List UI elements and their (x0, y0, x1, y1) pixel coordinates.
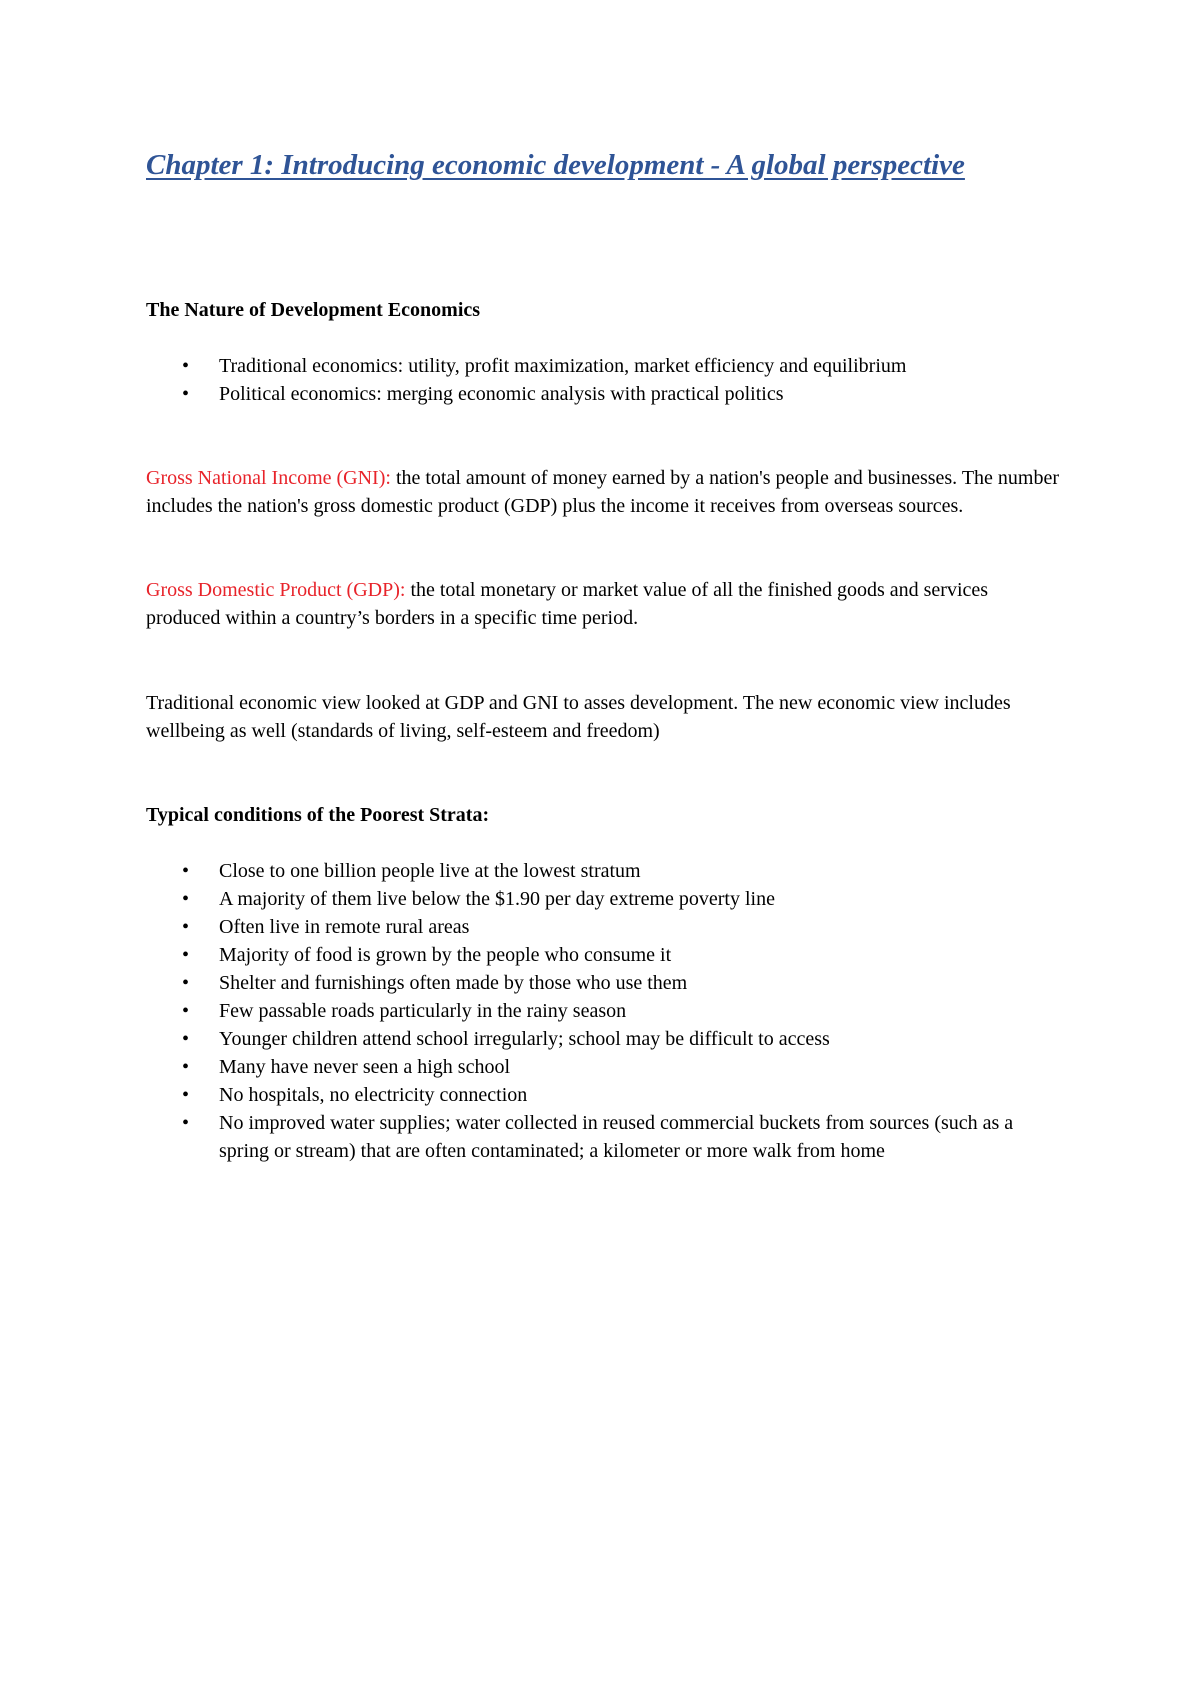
list-item-text: Few passable roads particularly in the rainy season (219, 1000, 627, 1022)
bullet-icon: • (182, 1028, 190, 1050)
gdp-definition (146, 576, 1066, 632)
bullet-icon: • (182, 1112, 190, 1134)
bullet-icon: • (182, 916, 190, 938)
bullet-icon: • (182, 355, 190, 377)
bullet-icon: • (182, 888, 190, 910)
gni-definition (146, 464, 1066, 520)
bullet-icon: • (182, 944, 190, 966)
list-item (182, 941, 1062, 969)
list-item (182, 857, 1062, 885)
list-item-text: Traditional economics: utility, profit maximization, market efficiency and equilibrium (219, 355, 907, 377)
list-item (182, 969, 1062, 997)
list-item (182, 1025, 1062, 1053)
gni-definition-text: the total amount of money earned by a nation's people and businesses. The number includes the nation's gross domestic product (GDP) plus the income it receives from overseas sources. (146, 467, 1060, 517)
chapter-title: Chapter 1: Introducing economic development - A global perspective (146, 149, 965, 181)
list-item (182, 1109, 1062, 1165)
bullet-icon: • (182, 383, 190, 405)
list-item-text: Shelter and furnishings often made by those who use them (219, 972, 688, 994)
bullet-icon: • (182, 1084, 190, 1106)
gni-term: Gross National Income (GNI): (146, 467, 391, 489)
list-item (182, 885, 1062, 913)
section-heading-poorest-strata: Typical conditions of the Poorest Strata: (146, 804, 490, 826)
list-item-text: Political economics: merging economic analysis with practical politics (219, 383, 784, 405)
poorest-strata-bullet-list (182, 857, 1062, 1165)
list-item-text: Many have never seen a high school (219, 1056, 511, 1078)
section-heading-nature: The Nature of Development Economics (146, 299, 481, 321)
list-item (182, 913, 1062, 941)
bullet-icon: • (182, 972, 190, 994)
list-item-text: No improved water supplies; water collected in reused commercial buckets from sources (such as a spring or stream) that are often contaminated; a kilometer or more walk from home (219, 1112, 1014, 1162)
list-item-text: Close to one billion people live at the lowest stratum (219, 860, 641, 882)
list-item-text: Often live in remote rural areas (219, 916, 470, 938)
development-view-paragraph: Traditional economic view looked at GDP and GNI to asses development. The new economic view includes wellbeing as well (standards of living, self-esteem and freedom) (146, 692, 1011, 742)
list-item-text: Majority of food is grown by the people who consume it (219, 944, 672, 966)
bullet-icon: • (182, 1000, 190, 1022)
list-item-text: Younger children attend school irregularly; school may be difficult to access (219, 1028, 830, 1050)
list-item-text: No hospitals, no electricity connection (219, 1084, 528, 1106)
list-item (182, 380, 1062, 408)
list-item (182, 1081, 1062, 1109)
bullet-icon: • (182, 1056, 190, 1078)
list-item (182, 352, 1062, 380)
gdp-definition-text: the total monetary or market value of all the finished goods and services produced within a country’s borders in a specific time period. (146, 579, 989, 629)
bullet-icon: • (182, 860, 190, 882)
nature-bullet-list (182, 352, 1062, 408)
gdp-term: Gross Domestic Product (GDP): (146, 579, 406, 601)
list-item-text: A majority of them live below the $1.90 per day extreme poverty line (219, 888, 775, 910)
list-item (182, 997, 1062, 1025)
list-item (182, 1053, 1062, 1081)
